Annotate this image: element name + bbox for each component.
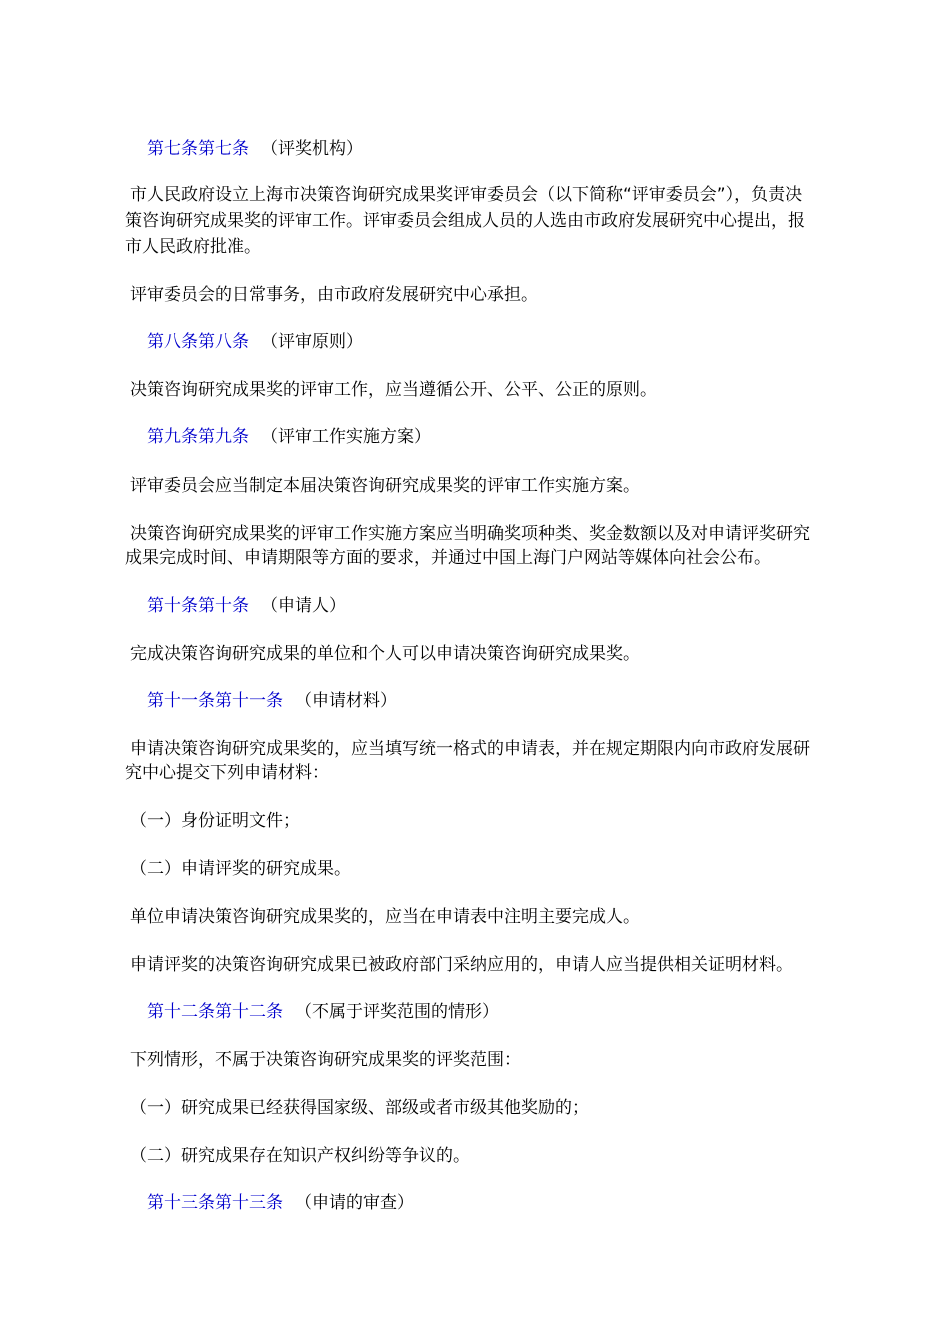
article-topic: （申请的审查）	[295, 1193, 414, 1213]
paragraph-line: 市人民政府批准。	[125, 237, 261, 257]
article-number: 第十条第十条	[147, 596, 249, 616]
paragraph-line: 完成决策咨询研究成果的单位和个人可以申请决策咨询研究成果奖。	[130, 644, 640, 664]
paragraph-line: 申请评奖的决策咨询研究成果已被政府部门采纳应用的，申请人应当提供相关证明材料。	[130, 955, 793, 975]
article-number: 第十一条第十一条	[147, 691, 283, 711]
article-heading	[0, 1000, 950, 1024]
article-heading	[0, 330, 950, 354]
paragraph-line: （二）申请评奖的研究成果。	[130, 859, 351, 879]
article-number: 第十二条第十二条	[147, 1002, 283, 1022]
article-heading	[0, 689, 950, 713]
article-topic: （评奖机构）	[261, 139, 363, 159]
article-number: 第八条第八条	[147, 332, 249, 352]
paragraph-line: （一）研究成果已经获得国家级、部级或者市级其他奖励的；	[130, 1098, 589, 1118]
article-heading	[0, 594, 950, 618]
article-topic: （评审工作实施方案）	[261, 427, 431, 447]
article-topic: （不属于评奖范围的情形）	[295, 1002, 499, 1022]
paragraph-line: 成果完成时间、申请期限等方面的要求，并通过中国上海门户网站等媒体向社会公布。	[125, 548, 771, 568]
paragraph-line: 究中心提交下列申请材料：	[125, 763, 329, 783]
paragraph-line: 单位申请决策咨询研究成果奖的，应当在申请表中注明主要完成人。	[130, 907, 640, 927]
paragraph-line: 评审委员会应当制定本届决策咨询研究成果奖的评审工作实施方案。	[130, 476, 640, 496]
article-topic: （申请人）	[261, 596, 346, 616]
article-topic: （评审原则）	[261, 332, 363, 352]
article-number: 第七条第七条	[147, 139, 249, 159]
paragraph-line: （二）研究成果存在知识产权纠纷等争议的。	[130, 1146, 470, 1166]
paragraph-line: 策咨询研究成果奖的评审工作。评审委员会组成人员的人选由市政府发展研究中心提出，报	[125, 211, 805, 231]
article-heading	[0, 137, 950, 161]
article-topic: （申请材料）	[295, 691, 397, 711]
paragraph-line: 决策咨询研究成果奖的评审工作实施方案应当明确奖项种类、奖金数额以及对申请评奖研究	[130, 524, 810, 544]
article-number: 第十三条第十三条	[147, 1193, 283, 1213]
article-heading	[0, 425, 950, 449]
article-number: 第九条第九条	[147, 427, 249, 447]
paragraph-line: 申请决策咨询研究成果奖的，应当填写统一格式的申请表，并在规定期限内向市政府发展研	[130, 739, 810, 759]
paragraph-line: 评审委员会的日常事务，由市政府发展研究中心承担。	[130, 285, 538, 305]
article-heading	[0, 1191, 950, 1215]
paragraph-line: 下列情形，不属于决策咨询研究成果奖的评奖范围：	[130, 1050, 521, 1070]
paragraph-line: 决策咨询研究成果奖的评审工作，应当遵循公开、公平、公正的原则。	[130, 380, 657, 400]
paragraph-line: （一）身份证明文件；	[130, 811, 300, 831]
paragraph-line: 市人民政府设立上海市决策咨询研究成果奖评审委员会（以下简称“评审委员会”），负责决	[130, 185, 803, 205]
